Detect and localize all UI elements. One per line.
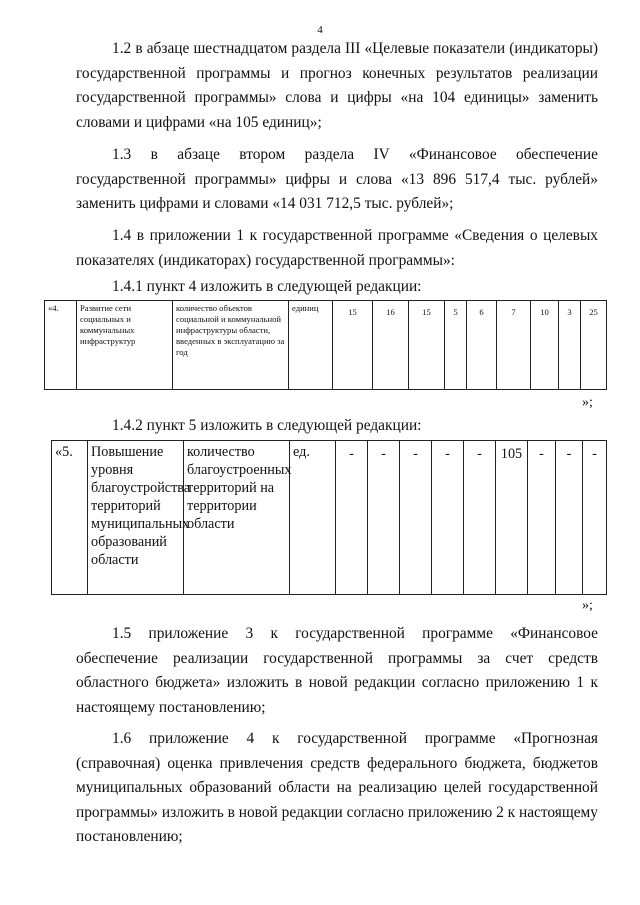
table-row (52, 441, 607, 595)
paragraph-1-3: 1.3 в абзаце втором раздела IV «Финансовое обеспечение государственной программы» цифры и слова «13 896 517,4 тыс. рублей» заменить цифрами и словами «14 031 712,5 тыс. рублей»; (76, 146, 598, 212)
paragraph-1-6: 1.6 приложение 4 к государственной программе «Прогнозная (справочная) оценка привлечения средств федерального бюджета, бюджетов муниципальных образований области на реализацию целей государственной программы» изложить в новой редакции согласно приложению 2 к настоящему постановлению; (76, 730, 598, 845)
table-cell-task: Развитие сети социальных и коммунальных инфраструктур (77, 301, 173, 390)
table-cell-value: 15 (333, 301, 373, 390)
table-cell-value: - (528, 441, 556, 595)
table-cell-value: - (556, 441, 583, 595)
table-cell-value: 7 (497, 301, 531, 390)
table-cell-value: 6 (467, 301, 497, 390)
page-number: 4 (317, 24, 323, 36)
table-row (45, 301, 607, 390)
table-cell-number: «4. (45, 301, 77, 390)
table-cell-number: «5. (52, 441, 88, 595)
paragraph-1-2: 1.2 в абзаце шестнадцатом раздела III «Целевые показатели (индикаторы) государственной программы и прогноз конечных результатов реализации государственной программы» слова и цифры «на 104 единицы» заменить словами и цифрами «на 105 единиц»; (76, 40, 598, 131)
table-cell-value: 15 (409, 301, 445, 390)
table-cell-value: - (432, 441, 464, 595)
closing-quote: »; (582, 598, 593, 613)
table-cell-value: 105 (496, 441, 528, 595)
table-cell-value: 5 (445, 301, 467, 390)
table-cell-value: - (368, 441, 400, 595)
paragraph-1-4-1: 1.4.1 пункт 4 изложить в следующей редакции: (112, 278, 422, 295)
indicator-table-item-5 (51, 440, 607, 595)
table-cell-unit: ед. (290, 441, 336, 595)
table-cell-value: 25 (581, 301, 607, 390)
table-cell-value: - (400, 441, 432, 595)
table-cell-unit: единиц (289, 301, 333, 390)
table-cell-value: - (336, 441, 368, 595)
table-cell-value: 16 (373, 301, 409, 390)
table-cell-value: 3 (559, 301, 581, 390)
paragraph-1-5: 1.5 приложение 3 к государственной программе «Финансовое обеспечение реализации государственной программы за счет средств областного бюджета» изложить в новой редакции согласно приложению 1 к настоящему постановлению; (76, 625, 598, 716)
table-cell-value: - (583, 441, 607, 595)
paragraph-1-4-2: 1.4.2 пункт 5 изложить в следующей редакции: (112, 417, 422, 434)
indicator-table-item-4 (44, 300, 607, 390)
table-cell-indicator: количество объектов социальной и коммунальной инфраструктуры области, введенных в эксплуатацию за год (173, 301, 289, 390)
closing-quote: »; (582, 395, 593, 410)
table-cell-task: Повышение уровня благоустройства территорий муниципальных образований области (88, 441, 184, 595)
table-cell-indicator: количество благоустроенных территорий на территории области (184, 441, 290, 595)
table-cell-value: - (464, 441, 496, 595)
table-cell-value: 10 (531, 301, 559, 390)
paragraph-1-4: 1.4 в приложении 1 к государственной программе «Сведения о целевых показателях (индикаторах) государственной программы»: (76, 227, 598, 269)
